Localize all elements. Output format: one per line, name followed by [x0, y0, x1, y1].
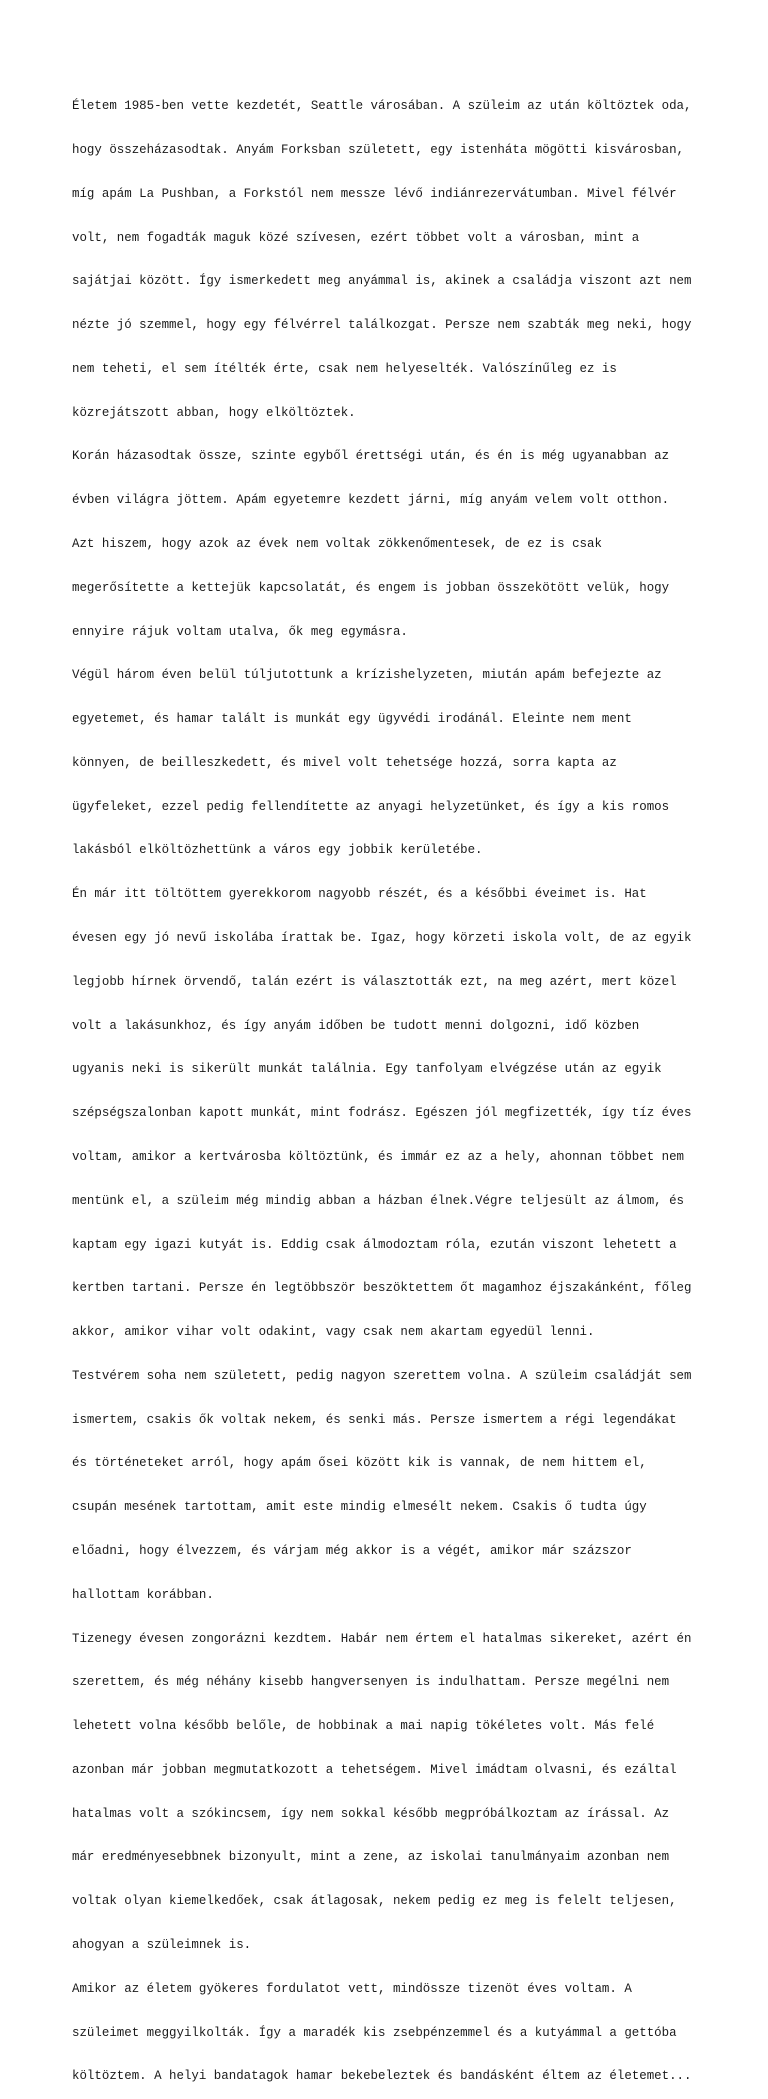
text-line: voltam, amikor a kertvárosba költöztünk, és immár ez az a hely, ahonnan többet nem: [72, 1149, 685, 1164]
text-line: könnyen, de beilleszkedett, és mivel volt tehetsége hozzá, sorra kapta az: [72, 755, 617, 770]
document-body: [72, 70, 712, 2099]
text-line: sajátjai között. Így ismerkedett meg anyámmal is, akinek a családja viszont azt nem: [72, 274, 692, 289]
text-line: Korán házasodtak össze, szinte egyből érettségi után, és én is még ugyanabban az: [72, 449, 670, 464]
text-line: Én már itt töltöttem gyerekkorom nagyobb részét, és a későbbi éveimet is. Hat: [72, 887, 647, 902]
text-line: voltak olyan kiemelkedőek, csak átlagosak, nekem pedig ez meg is felelt teljesen,: [72, 1894, 677, 1909]
text-line: csupán mesének tartottam, amit este mindig elmesélt nekem. Csakis ő tudta úgy: [72, 1500, 647, 1515]
text-line: Testvérem soha nem született, pedig nagyon szerettem volna. A szüleim családját sem: [72, 1368, 692, 1383]
text-line: és történeteket arról, hogy apám ősei között kik is vannak, de nem hittem el,: [72, 1456, 647, 1471]
text-line: egyetemet, és hamar talált is munkát egy ügyvédi irodánál. Eleinte nem ment: [72, 712, 632, 727]
text-line: kertben tartani. Persze én legtöbbször beszöktettem őt magamhoz éjszakánként, főleg: [72, 1281, 692, 1296]
text-line: szerettem, és még néhány kisebb hangversenyen is indulhattam. Persze megélni nem: [72, 1675, 670, 1690]
text-line: nem teheti, el sem ítélték érte, csak nem helyeselték. Valószínűleg ez is: [72, 361, 617, 376]
text-line: hallottam korábban.: [72, 1587, 214, 1602]
text-line: szépségszalonban kapott munkát, mint fodrász. Egészen jól megfizették, így tíz éves: [72, 1106, 692, 1121]
text-line: Végül három éven belül túljutottunk a krízishelyzeten, miután apám befejezte az: [72, 668, 662, 683]
text-line: míg apám La Pushban, a Forkstól nem messze lévő indiánrezervátumban. Mivel félvér: [72, 186, 677, 201]
text-line: Életem 1985-ben vette kezdetét, Seattle városában. A szüleim az után költöztek oda,: [72, 99, 692, 114]
text-line: Azt hiszem, hogy azok az évek nem voltak zökkenőmentesek, de ez is csak: [72, 537, 602, 551]
text-line: ahogyan a szüleimnek is.: [72, 1938, 252, 1952]
text-line: ismertem, csakis ők voltak nekem, és senki más. Persze ismertem a régi legendákat: [72, 1412, 677, 1427]
text-line: költöztem. A helyi bandatagok hamar bekebeleztek és bandásként éltem az életemet...: [72, 2069, 692, 2084]
text-line: már eredményesebbnek bizonyult, mint a zene, az iskolai tanulmányaim azonban nem: [72, 1850, 670, 1865]
text-line: lakásból elköltözhettünk a város egy jobbik kerületébe.: [72, 843, 483, 858]
text-line: volt a lakásunkhoz, és így anyám időben be tudott menni dolgozni, idő közben: [72, 1018, 640, 1033]
text-line: azonban már jobban megmutatkozott a tehetségem. Mivel imádtam olvasni, és ezáltal: [72, 1762, 677, 1777]
text-line: nézte jó szemmel, hogy egy félvérrel találkozgat. Persze nem szabták meg neki, hogy: [72, 318, 692, 333]
text-line: Tizenegy évesen zongorázni kezdtem. Habár nem értem el hatalmas sikereket, azért én: [72, 1631, 692, 1646]
text-line: lehetett volna később belőle, de hobbinak a mai napig tökéletes volt. Más felé: [72, 1719, 655, 1734]
text-line: ugyanis neki is sikerült munkát találnia. Egy tanfolyam elvégzése után az egyik: [72, 1062, 662, 1077]
text-line: mentünk el, a szüleim még mindig abban a házban élnek.Végre teljesült az álmom, és: [72, 1193, 685, 1208]
text-line: kaptam egy igazi kutyát is. Eddig csak álmodoztam róla, ezután viszont lehetett a: [72, 1237, 677, 1252]
text-line: hogy összeházasodtak. Anyám Forksban született, egy istenháta mögötti kisvárosban,: [72, 142, 685, 157]
text-line: akkor, amikor vihar volt odakint, vagy csak nem akartam egyedül lenni.: [72, 1325, 595, 1340]
text-line: megerősítette a kettejük kapcsolatát, és engem is jobban összekötött velük, hogy: [72, 580, 670, 595]
text-line: előadni, hogy élvezzem, és várjam még akkor is a végét, amikor már százszor: [72, 1543, 632, 1558]
text-line: szüleimet meggyilkolták. Így a maradék kis zsebpénzemmel és a kutyámmal a gettóba: [72, 2025, 677, 2040]
text-line: Amikor az életem gyökeres fordulatot vett, mindössze tizenöt éves voltam. A: [72, 1981, 632, 1996]
text-line: volt, nem fogadták maguk közé szívesen, ezért többet volt a városban, mint a: [72, 230, 640, 245]
text-line: közrejátszott abban, hogy elköltöztek.: [72, 405, 356, 420]
text-line: évesen egy jó nevű iskolába írattak be. Igaz, hogy körzeti iskola volt, de az egyik: [72, 931, 692, 946]
text-line: ügyfeleket, ezzel pedig fellendítette az anyagi helyzetünket, és így a kis romos: [72, 799, 670, 814]
text-line: hatalmas volt a szókincsem, így nem sokkal később megpróbálkoztam az írással. Az: [72, 1806, 670, 1821]
text-line: évben világra jöttem. Apám egyetemre kezdett járni, míg anyám velem volt otthon.: [72, 493, 670, 508]
text-line: legjobb hírnek örvendő, talán ezért is választották ezt, na meg azért, mert közel: [72, 974, 677, 989]
text-line: ennyire rájuk voltam utalva, ők meg egymásra.: [72, 624, 408, 639]
